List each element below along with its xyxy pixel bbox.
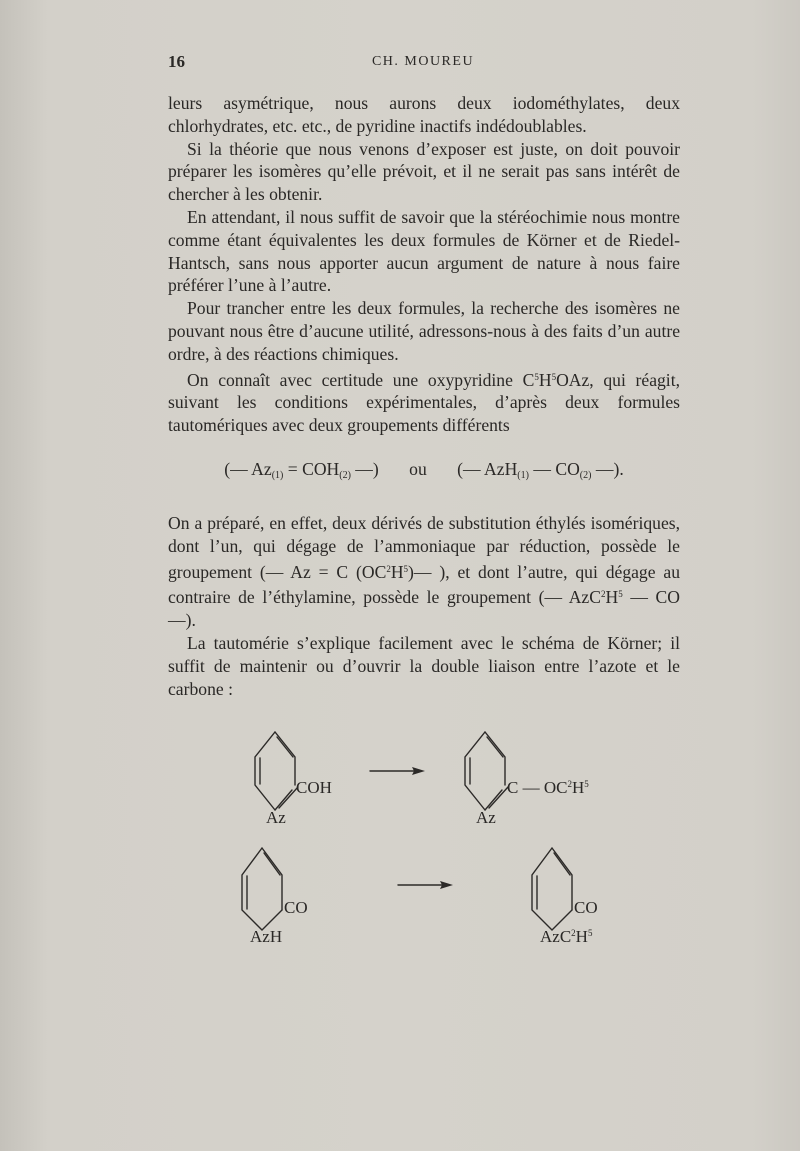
paragraph-4: Pour trancher entre les deux formules, la recherche des isomères ne pouvant nous être d’aucune utilité, adressons-nous à des faits d’un autre ordre, à des réactions chimiques. xyxy=(168,298,680,364)
formula-right: (— AzH$_{(1)}$ — $CO_{(2)}$ —). xyxy=(457,459,624,481)
paragraph-5: On connaît avec certitude une oxypyridine $C^5H^5OAz$, qui réagit, suivant les conditions expérimentales, d’après deux formules tautomériques avec deux groupements différents xyxy=(168,369,680,436)
tautomeric-formulas xyxy=(168,459,680,481)
substituent-c-oc2h5: C — $OC^2H^5$ xyxy=(507,778,589,797)
page-header xyxy=(168,52,678,74)
substituent-coh: COH xyxy=(296,778,332,797)
formula-or: ou xyxy=(409,459,427,479)
text-block-bottom xyxy=(168,512,680,700)
ring-nitrogen-azh: AzH xyxy=(250,927,283,946)
tautomerism-schema xyxy=(200,720,640,960)
paragraph-2: Si la théorie que nous venons d’exposer est juste, on doit pouvoir préparer les isomères qu’elle prévoit, et il ne serait pas sans intérêt de chercher à les obtenir. xyxy=(168,138,680,205)
substituent-co-1: CO xyxy=(284,898,308,917)
paragraph-7: La tautomérie s’explique facilement avec le schéma de Körner; il suffit de maintenir ou d’ouvrir la double liaison entre l’azote et le carbone : xyxy=(168,632,680,699)
ring-nitrogen-azc2h5: $AzC^2H^5$ xyxy=(540,927,593,946)
running-head: CH. MOUREU xyxy=(371,54,475,69)
pyridine-ring-2 xyxy=(465,732,508,810)
paragraph-1: leurs asymétrique, nous aurons deux iodométhylates, deux chlorhydrates, etc. etc., de pyridine inactifs indédoublables. xyxy=(168,93,680,136)
schema-drawing xyxy=(200,720,640,960)
pyridine-ring-4 xyxy=(532,848,572,930)
pyridine-ring-3 xyxy=(242,848,282,930)
page-number: 16 xyxy=(168,52,185,71)
text-block-top xyxy=(168,92,680,437)
substituent-co-2: CO xyxy=(574,898,598,917)
pyridine-ring-1 xyxy=(255,732,298,810)
ring-nitrogen-2: Az xyxy=(476,808,496,827)
paragraph-3: En attendant, il nous suffit de savoir que la stéréochimie nous montre comme étant équivalentes les deux formules de Körner et de Riedel-Hantsch, sans nous apporter aucun argument de nature à nous faire préférer l’une à l’autre. xyxy=(168,206,680,296)
ring-nitrogen-1: Az xyxy=(266,808,286,827)
formula-left: (— $Az_{(1)} = COH_{(2)}$ —) xyxy=(224,459,379,481)
paragraph-6: On a préparé, en effet, deux dérivés de substitution éthylés isomériques, dont l’un, qui dégage de l’ammoniaque par réduction, possède le groupement (— Az = C $(OC^2H^5)—$ ), et dont l’autre, qui dégage au contraire de l’éthylamine, possède le groupement (— $AzC^2H^5$ — CO —). xyxy=(168,513,681,631)
